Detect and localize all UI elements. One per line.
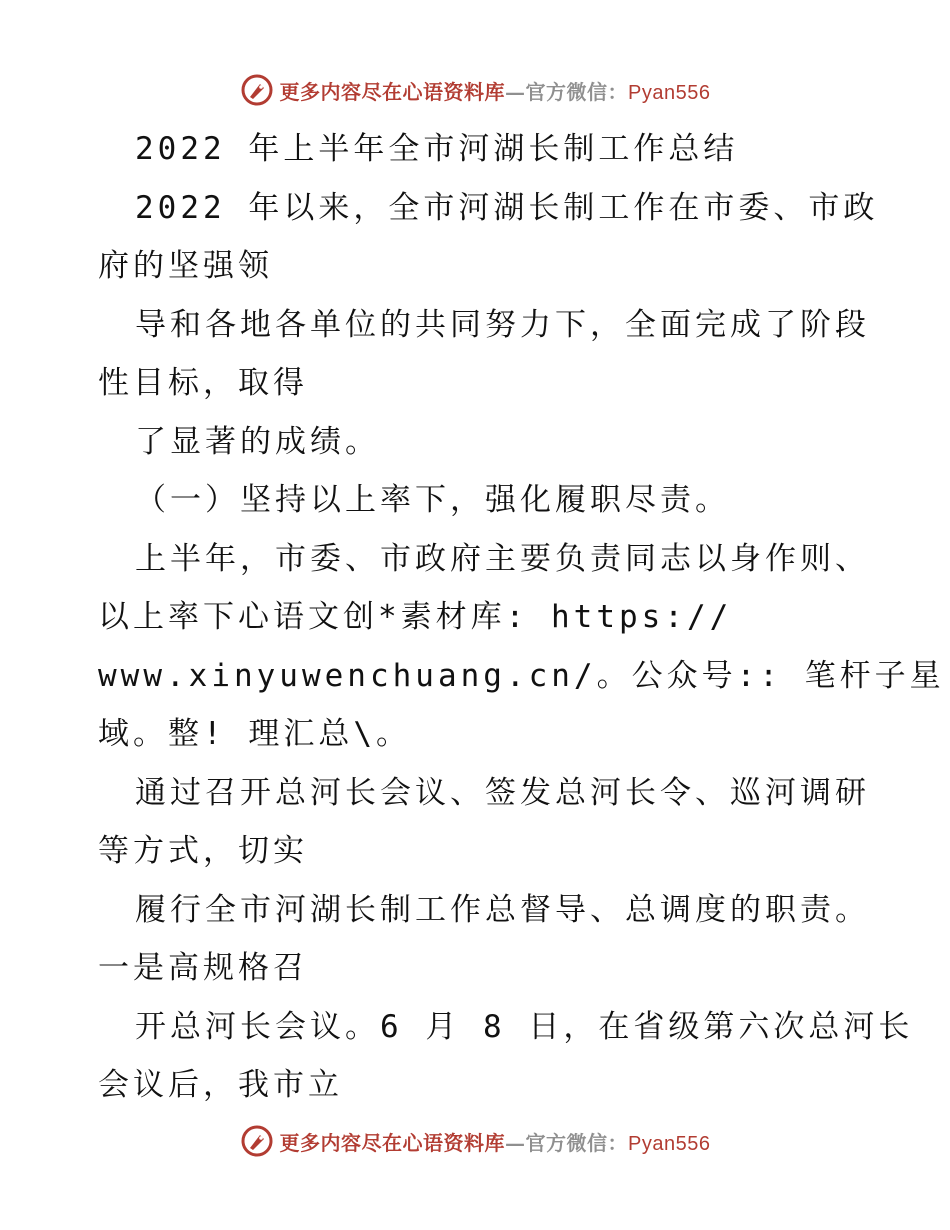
paragraph-line: 2022 年以来，全市河湖长制工作在市委、市政	[135, 189, 879, 226]
document-body	[98, 120, 945, 1115]
paragraph-line: 域。整! 理汇总\。	[98, 716, 411, 752]
watermark-brand: 更多内容尽在心语资料库	[279, 79, 506, 104]
paragraph-line: 通过召开总河长会议、签发总河长令、巡河调研	[135, 774, 870, 811]
pen-nib-circle-icon	[240, 73, 274, 107]
watermark-text	[280, 1127, 711, 1156]
paragraph-line: 了显著的成绩。	[135, 423, 380, 460]
paragraph-line: 开总河长会议。6 月 8 日，在省级第六次总河长	[135, 1008, 914, 1045]
watermark-wechat-label: —官方微信：	[505, 1130, 629, 1155]
paragraph-line: 府的坚强领	[98, 248, 273, 284]
paragraph-line: 以上率下心语文创*素材库: https://	[98, 599, 733, 635]
watermark-brand: 更多内容尽在心语资料库	[279, 1130, 506, 1155]
watermark-text	[280, 76, 711, 105]
paragraph-line: 性目标，取得	[98, 365, 308, 401]
footer-watermark	[0, 1121, 950, 1161]
watermark-wechat-id: Pyan556	[628, 1132, 711, 1155]
paragraph-line: 等方式，切实	[98, 833, 308, 869]
watermark-wechat-label: —官方微信：	[505, 79, 629, 104]
header-watermark	[0, 70, 950, 110]
paragraph-line: 上半年，市委、市政府主要负责同志以身作则、	[135, 540, 870, 577]
document-title: 2022 年上半年全市河湖长制工作总结	[135, 131, 739, 167]
paragraph-line: 履行全市河湖长制工作总督导、总调度的职责。	[135, 891, 870, 928]
paragraph-line: 导和各地各单位的共同努力下，全面完成了阶段	[135, 306, 870, 343]
watermark-wechat-id: Pyan556	[628, 81, 711, 104]
paragraph-line: 一是高规格召	[98, 950, 308, 986]
paragraph-line: 会议后，我市立	[98, 1067, 343, 1103]
pen-nib-circle-icon	[240, 1124, 274, 1158]
section-heading: （一）坚持以上率下，强化履职尽责。	[135, 482, 730, 518]
paragraph-line: www.xinyuwenchuang.cn/。公众号:: 笔杆子星	[98, 657, 945, 694]
